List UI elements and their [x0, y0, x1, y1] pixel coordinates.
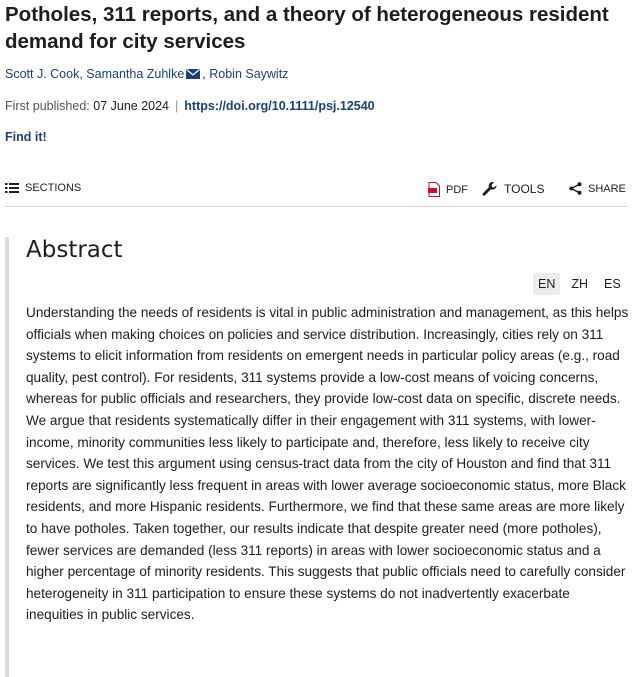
mail-icon[interactable]	[186, 69, 200, 79]
share-button[interactable]	[569, 182, 626, 195]
article-title: Potholes, 311 reports, and a theory of heterogeneous resident demand for city services	[5, 3, 609, 53]
pdf-label: PDF	[446, 183, 468, 196]
doi-link[interactable]: https://doi.org/10.1111/psj.12540	[184, 99, 375, 113]
tools-label: TOOLS	[504, 182, 545, 196]
share-label: SHARE	[588, 182, 626, 195]
list-icon	[5, 182, 19, 194]
language-option-zh[interactable]: ZH	[571, 277, 589, 291]
publication-info: First published: 07 June 2024 | https://doi.org/10.1111/psj.12540	[5, 99, 375, 113]
abstract-section	[5, 237, 631, 677]
language-option-es[interactable]: ES	[604, 277, 621, 291]
author-link[interactable]: Scott J. Cook	[5, 67, 80, 81]
pdf-button[interactable]	[428, 182, 468, 197]
sections-label: SECTIONS	[25, 182, 82, 194]
published-label: First published:	[5, 99, 90, 113]
pdf-icon	[428, 182, 440, 197]
author-link[interactable]: Samantha Zuhlke	[86, 67, 185, 81]
abstract-text: Understanding the needs of residents is vital in public administration and management, as this helps officials when making choices on policies and service distribution. Increasingly, cities rely on 311 systems to elicit information from residents on emergent needs in particular policy areas (e.g., road quality, pest control). For residents, 311 systems provide a low-cost means of voicing concerns, whereas for public officials and researchers, they provide low-cost data on specific, discrete needs. We argue that residents systematically differ in their engagement with 311 systems, with lower-income, minority communities less likely to participate and, therefore, less likely to receive city services. We test this argument using census-tract data from the city of Houston and find that 311 reports are significantly less frequent in areas with lower average socioeconomic status, more Black residents, and more Hispanic residents. Furthermore, we find that these same areas are more likely to have potholes. Taken together, our results indicate that despite greater need (more potholes), fewer services are demanded (less 311 reports) in areas with lower socioeconomic status and a higher percentage of minority residents. This suggests that public officials need to carefully consider heterogeneity in 311 participation to ensure these systems do not inadvertently exacerbate inequities in public services.	[26, 305, 629, 623]
language-option-en[interactable]: EN	[533, 273, 560, 295]
tools-button[interactable]	[482, 181, 544, 197]
find-it-link[interactable]: Find it!	[5, 130, 47, 144]
language-switcher	[527, 273, 626, 295]
author-list: Scott J. Cook, Samantha Zuhlke , Robin Saywitz	[5, 67, 289, 81]
wrench-icon	[482, 181, 498, 197]
share-icon	[569, 182, 582, 195]
author-link[interactable]: Robin Saywitz	[209, 67, 289, 81]
abstract-heading: Abstract	[26, 237, 123, 263]
article-toolbar	[5, 176, 627, 207]
sections-button[interactable]	[5, 182, 81, 194]
published-date: 07 June 2024	[93, 99, 170, 113]
